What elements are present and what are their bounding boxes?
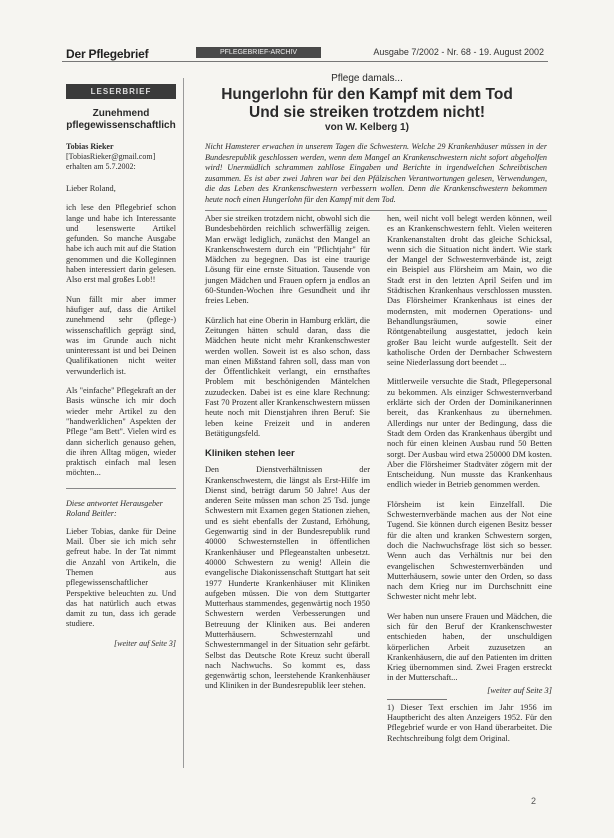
letter-continuation[interactable]: [weiter auf Seite 3] xyxy=(114,638,176,648)
letter-date: erhalten am 5.7.2002: xyxy=(66,162,136,171)
letter-email[interactable]: [TobiasRieker@gmail.com] xyxy=(66,152,156,161)
article-paragraph: Wer haben nun unsere Frauen und Mädchen, die sich für den Beruf der Krankenschwester entschieden haben, der unschuldigen körperlichen Arbeit zuzusetzen an Krankenhäusern, die auf den Patienten im dritten Krieg übernommen sind. Zwei Fragen erstreckt in der Mutterschaft... xyxy=(387,611,552,683)
article-paragraph: Den Dienstverhältnissen der Krankenschwestern, die längst als Erst-Hilfe im Dienst sind, beträgt darum 50 Jahre! Aus der anderen Seite müssen man schon 25 Tsd. junge Schwestern mit Examen gegen Stationen ziehen, und es sieht ebenfalls der Zustand, Erhöhung, Gegenwartig sind in der Bundesrepublik rund 40000 Schwesternstellen in öffentlichen Krankenhäuser und Pflegeanstalten unbesetzt. 40000 Schwestern zu wenig! Allein die evangelische Diakonissenschaft Stuttgart hat seit 1977 Hunderte Krankenhäuser mit Kliniken aufgeben müssen. Die von dem Stuttgarter Mutterhaus stammendes, gegenwärtig noch 1950 Schwestern werden Verbesserungen und Betreuung der Kliniken aus. Bei anderen Mutterhäusern. Schwesternzahl und Schwesternmangel in der Situation sehr gefärbt. Selbst das Deutsche Rote Kreuz sucht überall nach Nachwuchs. So kommt es, dass gegenwärtig schon, leerstehende Krankenhäuser und Kliniken in der Bundesrepublik leer stehen. xyxy=(205,465,370,691)
headline-line-2: Und sie streiken trotzdem nicht! xyxy=(249,103,485,121)
letter-sender: Tobias Rieker xyxy=(66,142,114,151)
column-divider xyxy=(183,78,184,768)
reply-heading: Diese antwortet Herausgeber Roland Beitler: xyxy=(66,498,163,518)
article-paragraph: Kürzlich hat eine Oberin in Hamburg erklärt, die Zeitungen hätten schuld daran, dass die Mädchen heute nicht mehr Krankenschwester werden wollen. Soweit ist es also schon, dass man einen Mißstand fahren soll, dass man von der Öffentlichkeit verlangt, ein ernsthaftes Problem mit beschönigenden Mäntelchen zuzudecken. Dabei ist es eine klare Rechnung: Fast 70 Prozent aller Krankenschwestern müssen heute noch mit Dienstjahren ihren Beruf: Sie leben keine Freizeit und in anderen Betätigungsfeld. xyxy=(205,315,370,438)
header-ribbon: PFLEGEBRIEF-ARCHIV xyxy=(196,47,321,58)
article-column-1 xyxy=(205,214,370,701)
article-footnote: 1) Dieser Text erschien im Jahr 1956 im Hauptbericht des alten Anzeigers 1952. Für den Pflegebrief wurde er von Hand überarbeitet. Die Rechtschreibung folgt dem Original. xyxy=(387,702,552,743)
article-continuation[interactable]: [weiter auf Seite 3] xyxy=(487,685,552,695)
headline-line-1: Hungerlohn für den Kampf mit dem Tod xyxy=(221,86,513,103)
letter-paragraph: Lieber Roland, xyxy=(66,184,116,193)
article-paragraph: Mittlerweile versuchte die Stadt, Pflegepersonal zu bekommen. Als einziger Schwesternverband erklärte sich der Orden der Dominikanerinnen bereit, das Krankenhaus zu übernehmen. Allerdings nur unter der Bedingung, dass die Stadt dem Orden das Krankenhaus übergibt und noch für einen kleinen Ausbau rund 50 Betten sorgt. Der Ausbau wird etwa 250000 DM kosten. Aber die Flörsheimer Stadtväter zögern mit der Entscheidung. Nun musste das Krankenhaus endlich wieder in Betrieb genommen werden. xyxy=(387,377,552,490)
masthead-logo[interactable]: Der Pflegebrief xyxy=(66,47,149,61)
article-headline xyxy=(186,86,548,121)
article-subheading: Kliniken stehen leer xyxy=(205,448,295,460)
letter-badge: LESERBRIEF xyxy=(66,84,176,99)
footnote-divider xyxy=(387,699,447,700)
issue-line: Ausgabe 7/2002 - Nr. 68 - 19. August 2002 xyxy=(373,47,544,57)
article-column-2 xyxy=(387,214,552,753)
article-intro: Nicht Hamsterer erwachen in unserem Tagen die Schwestern. Welche 29 Krankenhäuser müssen in der Bundesrepublik geschlossen werden, wenn dem Mangel an Krankenschwestern nicht sofort abgeholfen wird! Unermüdlich schrammen zahllose Eingaben und Berichte in irgendwelchen Schreibtischen zusammen. Es ist aber zwei Jahren war bei den Pfälzischen Verantwortungen gelesen, Verwendungen, die das Leben des Krankenschwestern verbessern wollen. Denn die Krankenschwestern bekommen heute noch einen Hungerlohn für den Kampf mit dem Tod. xyxy=(205,142,547,204)
letter-title: Zunehmend pflegewissenschaftlich xyxy=(66,108,176,131)
article-kicker: Pflege damals... xyxy=(331,73,403,84)
page-number: 2 xyxy=(531,796,537,806)
article-paragraph: Flörsheim ist kein Einzelfall. Die Schwesternverbände machen aus der Not eine Tugend. Sie können durch eigenen Besitz besser für die alten und kranken Schwestern sorgen, doch die Nachwuchsfrage löst sich so besser. Wenn auch das Verhältnis nur bei den evangelischen Schwesternverbänden und Mutterhäusern, sowie unter den Orden, so dass nach dem Krieg nur im Durchschnitt eine Schwester nicht mehr lebt. xyxy=(387,499,552,602)
letter-column xyxy=(66,84,176,648)
article-paragraph: Aber sie streiken trotzdem nicht, obwohl sich die Bundesbehörden reichlich schwerfällig zeigen. Man erwägt lediglich, zunächst den Mangel an Krankenschwestern durch ein "Pflichtjahr" für Mädchen zu begegnen. Das ist eine traurige Lösung für eine ernste Situation. Tausende von jungen Mädchen und Frauen opfern ja endlos an 60-Stunden-Wochen ihre Gesundheit und ihr freies Leben. xyxy=(205,214,370,306)
header-divider xyxy=(62,61,548,62)
letter-divider xyxy=(66,488,176,489)
letter-paragraph: Nun fällt mir aber immer häufiger auf, dass die Artikel zunehmend sehr (pflege-) wissenschaftlich geprägt sind, was im Grunde auch nicht uninteressant ist und bei Deinen Qualifikationen nicht weiter verwunderlich ist. xyxy=(66,294,176,376)
letter-paragraph: ich lese den Pflegebrief schon lange und habe ich Interessante und lesenswerte Artikel gefunden. So manche Ausgabe habe ich auch mit auf die Station genommen und die Kolleginnen haben interessiert darin gelesen. Also erst mal großes Lob!! xyxy=(66,203,176,285)
article-paragraph: hen, weil nicht voll belegt werden können, weil es an Krankenschwestern fehlt. Vielen weiteren Krankenanstalten droht das gleiche Schicksal, wenn sich die Situation nicht ändert. Wie stark der Mangel der Schwesternverbände ist, zeigt ein Beispiel aus Flörsheim am Main, wo die Stadt erst in den letzten April Seifen und im Städtischen Krankenhaus verschlossen mussten. Das Flörsheimer Krankenhaus ist eines der modernsten, mit modernen Operations- und Behandlungsräumen, sowie einer Röntgenabteilung ausgestattet, jedoch kein großer Bau leicht wurde aufgestellt. Seit der katholische Orden der Dernbacher Schwestern seine Niederlassung dort beendet ... xyxy=(387,214,552,368)
letter-paragraph: Als "einfache" Pflegekraft an der Basis wünsche ich mir doch wieder mehr Artikel zu den "handwerklichen" Aspekten der Pflege "am Bett". Vielen wird es dann sicherlich genauso gehen, die ihren Alltag mögen, wieder praktisch einfach mal lesen möchten... xyxy=(66,386,176,478)
reply-paragraph: Lieber Tobias, danke für Deine Mail. Über sie ich mich sehr gefreut habe. In der Tat nimmt die Anzahl von Artikeln, die Themen aus pflegewissenschaftlicher Perspektive beleuchten zu. Und das hat natürlich auch etwas damit zu tun, dass ich gerade studiere. xyxy=(66,526,176,629)
article-author: von W. Kelberg 1) xyxy=(325,122,409,133)
intro-divider xyxy=(205,210,547,211)
